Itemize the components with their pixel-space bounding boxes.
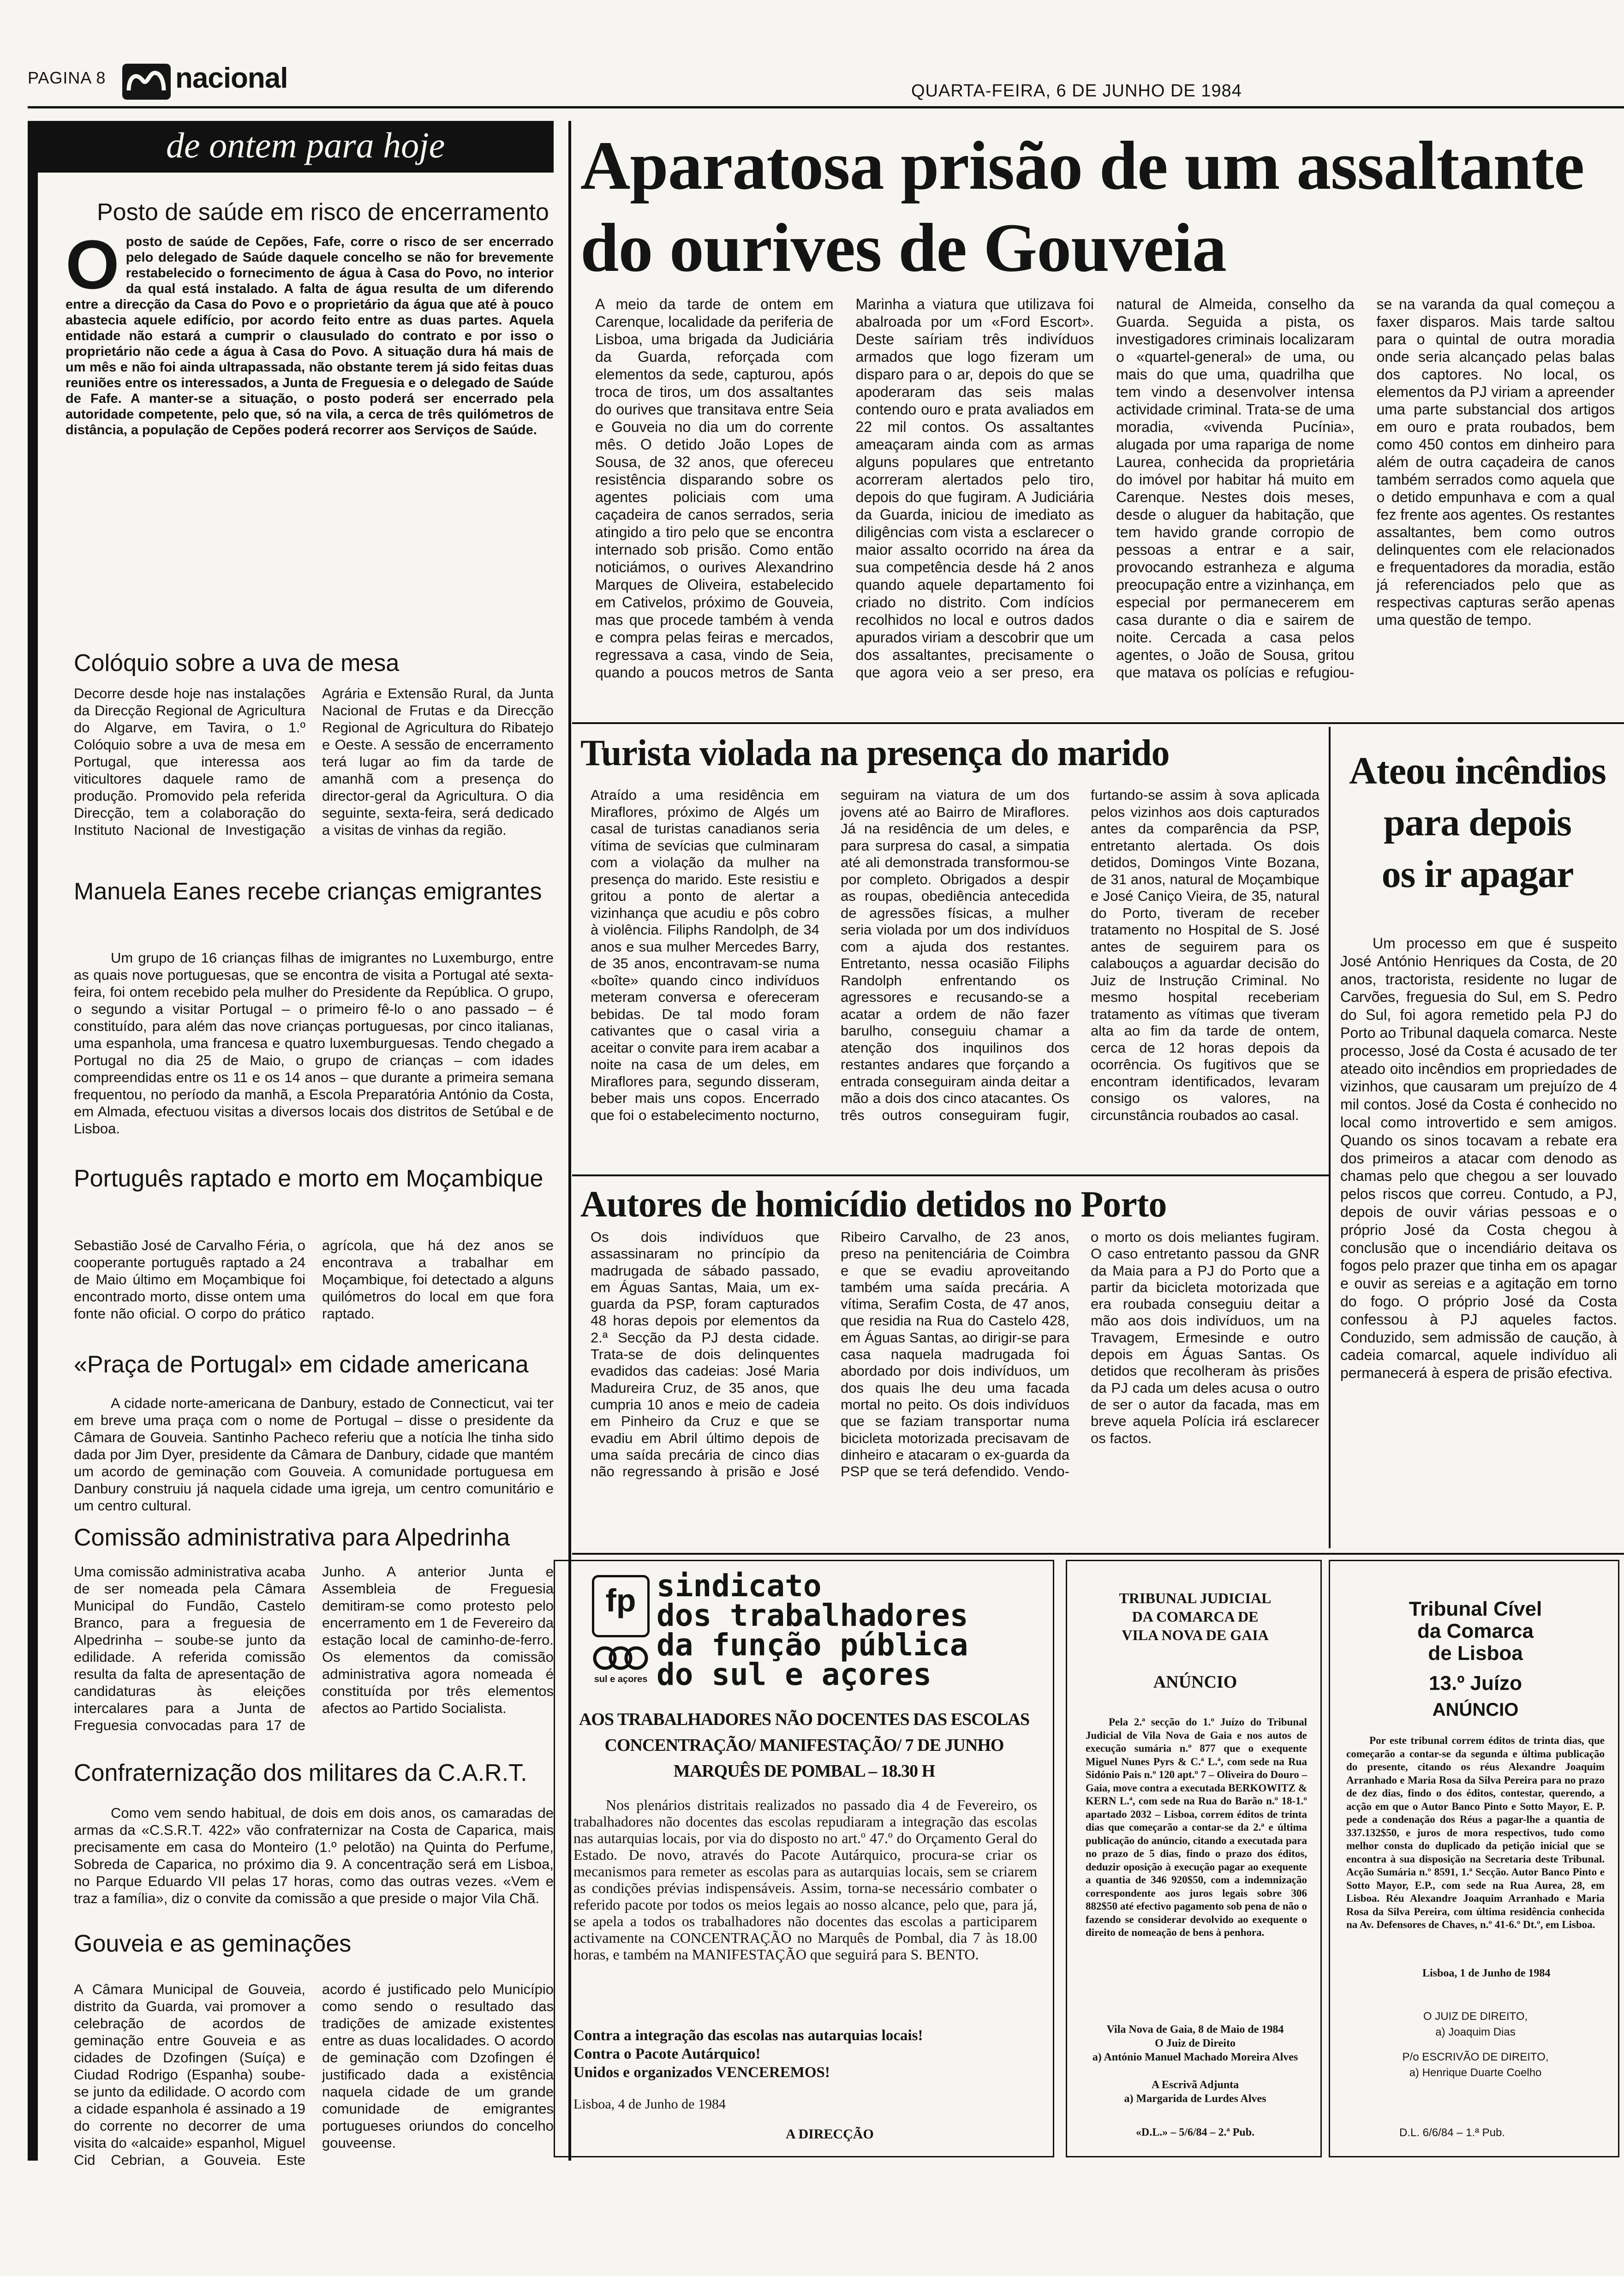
court-title-line: TRIBUNAL JUDICIAL bbox=[1119, 1590, 1272, 1606]
court-signatures bbox=[1335, 2009, 1616, 2081]
news-heading: «Praça de Portugal» em cidade americana bbox=[74, 1351, 529, 1378]
story-body: Um processo em que é suspeito José António Henriques da Costa, de 20 anos, tractorista, residente no lugar de Carvões, freguesia do Sul, em S. Pedro do Sul, foi agora remetido pela PJ do Porto ao Tribunal daquela comarca. Neste processo, José da Costa é acusado de ter ateado oito incêndios em propriedades de vizinhos, que causaram um prejuízo de 4 mil contos. José da Costa é conhecido no local como introvertido e sem amigos. Quando os sinos tocavam a rebate era dos primeiros a atacar com denodo as chamas pelo que chegou a ser louvado pelos riscos que correu. Contudo, a PJ, depois de ouvir várias pessoas e o próprio José da Costa chegou à conclusão que o incendiário deitava os fogos pelo prazer que tinha em os apagar e ouvir as sereias e a agitação em torno do fogo. O próprio José da Costa confessou à PJ aqueles factos. Conduzido, sem admissão de caução, à cadeia comarcal, aquele indivíduo ali permanecerá à espera de prisão efectiva. bbox=[1340, 935, 1617, 1382]
slogan: Contra a integração das escolas nas autarquias locais! bbox=[573, 2027, 923, 2044]
court-title-line: de Lisboa bbox=[1428, 1642, 1523, 1665]
union-name-line: sindicato bbox=[657, 1568, 822, 1604]
notice-label: ANÚNCIO bbox=[1153, 1672, 1237, 1692]
logo-caption: sul e açores bbox=[594, 1674, 648, 1684]
news-body: Decorre desde hoje nas instalações da Direcção Regional de Agricultura do Algarve, em Tavira, o 1.º Colóquio sobre a uva de mesa em Portugal, que interessa aos viticultores daquele ramo de produção. Promovido pela referida Direcção, tem a colaboração do Instituto Nacional de Investigação Agrária e Extensão Rural, da Junta Nacional de Frutas e da Direcção Regional de Agricultura do Ribatejo e Oeste. A sessão de encerramento terá lugar ao fim da tarde de amanhã com a presença do director-geral da Agricultura. O dia seguinte, sexta-feira, será dedicado a visitas de vinhas da região. bbox=[74, 685, 554, 838]
story-body: Os dois indivíduos que assassinaram no princípio da madrugada de sábado passado, em Águas Santas, Maia, um ex-guarda da PSP, foram capturados 48 horas depois por elementos da 2.ª Secção da PJ desta cidade. Trata-se de dois delinquentes evadidos das cadeias: José Maria Madureira Cruz, de 35 anos, que cumpria 10 anos e meio de cadeia em Pinheiro da Cruz e que se evadiu em Abril último depois de uma saída precária de cinco dias não regressando à prisão e José Ribeiro Carvalho, de 23 anos, preso na penitenciária de Coimbra e que se evadiu aproveitando também uma saída precária. A vítima, Serafim Costa, de 47 anos, que residia na Rua do Castelo 428, em Águas Santas, ao dirigir-se para casa naquela madrugada foi abordado por dois indivíduos, um dos quais lhe deu uma facada mortal no peito. Os dois indivíduos que se faziam transportar numa bicicleta motorizada precisavam de dinheiro e atacaram o ex-guarda da PSP que se terá defendido. Vendo-o morto os dois meliantes fugiram. O caso entretanto passou da GNR da Maia para a PJ do Porto que a partir da bicicleta motorizada que era roubada conseguiu deitar a mão aos dois indivíduos, um na Travagem, Ermesinde e outro depois em Águas Santas. Os detidos que recolheram às prisões da PJ cada um deles acusa o outro de ser o autor da facada, mas em breve aquela Polícia irá esclarecer os factos. bbox=[591, 1229, 1320, 1480]
news-heading: Posto de saúde em risco de encerramento bbox=[97, 199, 549, 226]
column-rule bbox=[1329, 727, 1331, 1548]
union-logo bbox=[592, 1575, 650, 1637]
court-division: 13.º Juízo bbox=[1429, 1672, 1522, 1695]
court-title bbox=[1072, 1589, 1319, 1644]
banner-line: MARQUÊS DE POMBAL – 18.30 H bbox=[673, 1761, 935, 1781]
court-title-line: da Comarca bbox=[1417, 1620, 1534, 1642]
news-brief bbox=[66, 226, 554, 438]
page-number: PAGINA 8 bbox=[28, 68, 106, 87]
headline-line: os ir apagar bbox=[1381, 853, 1574, 896]
masthead-rule bbox=[28, 106, 1624, 108]
notice-footer: «D.L.» – 5/6/84 – 2.ª Pub. bbox=[1135, 2126, 1255, 2138]
signer-name: a) Margarida de Lurdes Alves bbox=[1124, 2093, 1266, 2105]
notice-label: ANÚNCIO bbox=[1432, 1700, 1519, 1720]
story-headline: Turista violada na presença do marido bbox=[580, 733, 1170, 773]
signer-role: O JUIZ DE DIREITO, bbox=[1423, 2010, 1528, 2023]
section-logo-icon bbox=[122, 64, 171, 100]
court-title-line: DA COMARCA DE bbox=[1132, 1608, 1259, 1625]
news-heading: Português raptado e morto em Moçambique bbox=[74, 1165, 543, 1192]
dropcap: O bbox=[66, 226, 119, 303]
news-body: Como vem sendo habitual, de dois em dois anos, os camaradas de armas da «C.S.R.T. 422» vão confraternizar na Costa de Caparica, mais precisamente em casa do Monteiro (1.º pelotão) na Quinta do Perfume, Sobreda de Caparica, no próximo dia 9. A concentração será em Lisboa, no Parque Eduardo VII pelas 17 horas, como das outras vezes. «Vem e traz a família», diz o convite da comissão a que preside o major Vila Chã. bbox=[74, 1805, 554, 1906]
news-heading: Colóquio sobre a uva de mesa bbox=[74, 650, 400, 677]
news-heading: Manuela Eanes recebe crianças emigrantes bbox=[74, 878, 542, 905]
lead-body: A meio da tarde de ontem em Carenque, localidade da periferia de Lisboa, uma brigada da Judiciária da Guarda, reforçada com elementos da sede, capturou, após troca de tiros, um dos assaltantes do ourives que transitava entre Seia e Gouveia no dia um do corrente mês. O detido João Lopes de Sousa, de 32 anos, que ofereceu resistência disparando sobre os agentes policiais com uma caçadeira de canos serrados, seria atingido a tiro pelo que se encontra internado sob prisão. Como então noticiámos, o ourives Alexandrino Marques de Oliveira, estabelecido em Cativelos, próximo de Gouveia, mas que procede também à venda e compra pelas feiras e mercados, regressava a casa, vindo de Seia, quando a poucos metros de Santa Marinha a viatura que utilizava foi abalroada por um «Ford Escort». Deste saíriam três indivíduos armados que logo fizeram um disparo para o ar, depois do que se apoderaram das seis malas contendo ouro e prata avaliados em 22 mil contos. Os assaltantes ameaçaram ainda com as armas alguns populares que entretanto acorreram alertados pelo tiro, depois do que fugiram. A Judiciária da Guarda, iniciou de imediato as diligências com vista a esclarecer o maior assalto ocorrido na área da sua competência desde há 2 anos quando aquele departamento foi criado no distrito. Com indícios recolhidos no local e outros dados apurados viriam a descobrir que um dos assaltantes, precisamente o que agora veio a ser preso, era natural de Almeida, conselho da Guarda. Seguida a pista, os investigadores criminais localizaram o «quartel-general» de uma, ou mais do que uma, quadrilha que tem vindo a desenvolver intensa actividade criminal. Trata-se de uma moradia, «vivenda Pucínia», alugada por uma rapariga de nome Laurea, conhecida da proprietária do imóvel por habitar há muito em Carenque. Nestes dois meses, desde o aluguer da habitação, que tem havido grande corropio de pessoas a entrar e a sair, provocando estranheza e alguma preocupação entre a vizinhança, em especial por permanecerem em casa durante o dia e sairem de noite. Cercada a casa pelos agentes, o João de Sousa, gritou que matava os polícias e refugiou-se na varanda da qual começou a faxer disparos. Mais tarde saltou para o quintal de outra moradia onde seria alcançado pelas balas dos captores. No local, os elementos da PJ viriam a apreender uma parte substancial dos artigos em ouro e prata roubados, bem como 450 contos em dinheiro para além de outra caçadeira de canos também serrados como aquela que o detido empunhava e com a qual fez frente aos agentes. Os restantes assaltantes, bem como outros delinquentes com ele relacionados e frequentadores da moradia, estão já referenciados pelo que as respectivas capturas serão apenas uma questão de tempo. bbox=[595, 296, 1615, 681]
union-ad bbox=[554, 1560, 1054, 2157]
union-name-line: da função pública bbox=[657, 1627, 968, 1663]
sidebar-border-left bbox=[28, 121, 38, 2161]
union-name-line: dos trabalhadores bbox=[657, 1598, 968, 1633]
slogan: Unidos e organizados VENCEREMOS! bbox=[573, 2064, 830, 2081]
signer-name: a) Joaquim Dias bbox=[1435, 2026, 1516, 2038]
lisbon-court-notice bbox=[1329, 1560, 1619, 2157]
story-headline bbox=[1336, 745, 1619, 900]
news-heading: Comissão administrativa para Alpedrinha bbox=[74, 1524, 510, 1551]
union-name bbox=[657, 1568, 1044, 1692]
court-title bbox=[1335, 1598, 1616, 1665]
court-body: Pela 2.ª secção do 1.º Juízo do Tribunal Judicial de Vila Nova de Gaia e nos autos de execução sumária n.º 877 que o exequente Miguel Nunes Pyrs & C.ª L.ª, com sede na Rua Sidónio Pais n.º 120 apt.º 7 – Oliveira do Douro – Gaia, move contra a executada BERKOWITZ & KERN L.ª, com sede na Rua do Barão n.º 18-1.º apartado 2032 – Lisboa, correm éditos de trinta dias que começarão a contar-se da 2.ª e última publicação do anúncio, citando a executada para no prazo de 5 dias, findo o prazo dos éditos, deduzir oposição à execução pagar ao exequente a quantia de 346 920$50, com a indemnização correspondente aos juros legais sobre 306 882$50 até efectivo pagamento sob pena de não o fazendo se considerar devolvido ao exequente o direito de nomeação de bens à penhora. bbox=[1086, 1716, 1307, 1938]
union-name-line: do sul e açores bbox=[657, 1657, 932, 1692]
sidebar-title: de ontem para hoje bbox=[166, 125, 445, 165]
sidebar-title-band bbox=[28, 121, 554, 173]
banner-line: CONCENTRAÇÃO/ MANIFESTAÇÃO/ 7 DE JUNHO bbox=[604, 1736, 1004, 1755]
news-body: A Câmara Municipal de Gouveia, distrito da Guarda, vai promover a celebração de acordos de geminação entre Gouveia e as cidades de Dzofingen (Suíça) e Ciudad Rodrigo (Espanha) soube-se junto da edilidade. O acordo com a cidade espanhola é assinado a 19 do corrente no decorrer de uma visita do «alcaide» espanhol, Miguel Cid Cebrian, a Gouveia. Este acordo é justificado pelo Município como sendo o resultado das tradições de amizade existentes entre as duas localidades. O acordo de geminação com Dzofingen é justificado dada a existência naquela cidade de um grande comunidade de emigrantes portugueses oriundos do concelho gouveense. bbox=[74, 1981, 554, 2168]
section-name: nacional bbox=[175, 62, 288, 94]
news-body: posto de saúde de Cepões, Fafe, corre o risco de ser encerrado pelo delegado de Saúde daquele concelho se não for brevemente restabelecido o fornecimento de água à Casa do Povo, no interior da qual está instalado. A falta de água resulta de um diferendo entre a direcção da Casa do Povo e o proprietário da água que até à pouco abastecia aquele edifício, por acordo feito entre as duas partes. Aquela entidade não estará a cumprir o clausulado do contrato e por isso o proprietário não cede a água à Casa do Povo. A situação dura há mais de um mês e não foi ainda ultrapassada, não obstante terem já sido feitas duas reuniões entre os interessados, a Junta de Freguesia e o delegado de Saúde de Fafe. A manter-se a situação, o posto poderá ser encerrado pela autoridade competente, pelo que, só na vila, a cerca de três quilómetros de distância, a população de Cepões poderá recorrer aos Serviços de Saúde. bbox=[66, 234, 554, 437]
place-date: Lisboa, 1 de Junho de 1984 bbox=[1422, 1967, 1551, 1979]
section-rule bbox=[572, 1174, 1329, 1176]
lead-headline: Aparatosa prisão de um assaltante do ourives de Gouveia bbox=[580, 127, 1584, 286]
signer-role: O Juiz de Direito bbox=[1155, 2037, 1236, 2049]
story-body: Atraído a uma residência em Miraflores, próximo de Algés um casal de turistas canadianos seria vítima de sevícias que culminaram com a violação da mulher na presença do marido. Este resistiu e gritou a ponto de alertar a vizinhança que acudiu e pôs cobro à violência. Filiphs Randolph, de 34 anos e sua mulher Mercedes Barry, de 35 anos, encontravam-se numa «boîte» quando cinco indivíduos meteram conversa e ofereceram bebidas. De tal modo foram cativantes que o casal viria a aceitar o convite para irem acabar a noite na casa de um deles, em Miraflores para, segundo disseram, beber mais uns copos. Encerrado que foi o estabelecimento nocturno, seguiram na viatura de um dos jovens até ao Bairro de Miraflores. Já na residência de um deles, e para surpresa do casal, a simpatia até ali demonstrada transformou-se por completo. Obrigados a despir as roupas, obediência antecedida de agressões físicas, a mulher seria violada por um dos indivíduos com a ajuda dos restantes. Entretanto, nessa ocasião Filiphs Randolph enfrentando os agressores e recusando-se a acatar a ordem de não fazer barulho, conseguiu chamar a atenção dos inquilinos dos restantes andares que forçando a entrada conseguiram ainda deitar a mão a dois dos cinco atacantes. Os três outros conseguiram fugir, furtando-se assim à sova aplicada pelos vizinhos aos dois capturados antes da comparência da PSP, entretanto alertada. Os dois detidos, Domingos Vinte Bozana, de 31 anos, natural de Moçambique e José Caniço Vieira, de 35, natural do Porto, tiveram de receber tratamento no Hospital de S. José antes de seguirem para os calabouços a aguardar decisão do Juiz de Instrução Criminal. No mesmo hospital receberiam tratamento as vítimas que tiveram alta ao fim da tarde de ontem, cerca de 12 horas depois da ocorrência. Os fugitivos que se encontram identificados, levaram consigo os valores, na circunstância roubados ao casal. bbox=[591, 787, 1320, 1123]
union-banner bbox=[564, 1707, 1044, 1784]
news-body: Sebastião José de Carvalho Féria, o cooperante português raptado a 24 de Maio último em Moçambique foi encontrado morto, disse ontem uma fonte não oficial. O corpo do prático agrícola, que há dez anos se encontrava a trabalhar em Moçambique, foi detectado a alguns quilómetros do local em que fora raptado. bbox=[74, 1237, 554, 1322]
union-body: Nos plenários distritais realizados no passado dia 4 de Fevereiro, os trabalhadores não docentes das escolas repudiaram a integração das escolas nas autarquias locais, por via do disposto no art.º 47.º do Orçamento Geral do Estado. De novo, através do Pacote Autárquico, procura-se criar os mecanismos para remeter as escolas para as autarquias locais, sem se criarem as condições prévias indispensáveis. Assim, torna-se necessário combater o referido pacote por todos os meios legais ao nosso alcance, pelo que, para já, se apela a todos os trabalhadores não docentes das escolas a participarem activamente na CONCENTRAÇÃO no Marquês de Pombal, dia 7 às 18.00 horas, e também na MANIFESTAÇÃO que seguirá para S. BENTO. bbox=[573, 1797, 1037, 1963]
news-heading: Gouveia e as geminações bbox=[74, 1930, 352, 1957]
court-signatures bbox=[1076, 2023, 1314, 2106]
news-body: Uma comissão administrativa acaba de ser nomeada pela Câmara Municipal do Fundão, Castelo Branco, para a freguesia de Alpedrinha – soube-se junto da edilidade. A referida comissão resulta da falta de apresentação de candidaturas às eleições intercalares para a Junta de Freguesia convocadas para 17 de Junho. A anterior Junta e Assembleia de Freguesia demitiram-se como protesto pelo encerramento em 1 de Fevereiro da estação local de caminho-de-ferro. Os elementos da comissão administrativa agora nomeada é constituída por três elementos afectos ao Partido Socialista. bbox=[74, 1563, 554, 1733]
gaia-court-notice bbox=[1066, 1560, 1322, 2157]
banner-line: AOS TRABALHADORES NÃO DOCENTES DAS ESCOLAS bbox=[579, 1710, 1030, 1729]
headline-line: para depois bbox=[1384, 801, 1571, 844]
place-date: Vila Nova de Gaia, 8 de Maio de 1984 bbox=[1106, 2024, 1284, 2036]
sidebar bbox=[28, 121, 554, 2168]
signer-role: A Escrivã Adjunta bbox=[1151, 2079, 1239, 2091]
news-body: Um grupo de 16 crianças filhas de imigrantes no Luxemburgo, entre as quais nove portuguesas, que se encontra de visita a Portugal até sexta-feira, foi ontem recebido pela mulher do Presidente da República. O grupo, o segundo a visitar Portugal – o primeiro fê-lo o ano passado – é constituído, para além das nove crianças portuguesas, por cinco italianas, uma espanhola, uma francesa e quatro luxemburguesas. Tendo chegado a Portugal no dia 25 de Maio, o grupo de crianças – com idades compreendidas entre os 11 e os 14 anos – que durante a primeira semana frequentou, no período da manhã, a Escola Preparatória António da Costa, em Almada, efectuou visitas a diversos locais dos distritos de Setúbal e de Lisboa. bbox=[74, 950, 554, 1137]
court-title-line: VILA NOVA DE GAIA bbox=[1122, 1627, 1269, 1643]
court-body: Por este tribunal correm éditos de trinta dias, que começarão a contar-se da segunda e última publicação do presente, citando os réus Alexandre Joaquim Arranhado e Maria Rosa da Silva Pereira para no prazo de dez dias, findo o dos éditos, contestar, querendo, a acção em que o Autor Banco Pinto e Sotto Mayor, E. P. pede a condenação dos Réus a pagar-lhe a quantia de 337.132$50, e juros de mora respectivos, tudo como melhor consta do duplicado da petição inicial que se encontra à sua disposição na Secretaria deste Tribunal. Acção Sumária n.º 8591, 1.ª Secção. Autor Banco Pinto e Sotto Mayor, E.P., com sede na Rua Aurea, 28, em Lisboa. Réu Alexandre Joaquim Arranhado e Maria Rosa da Silva Pereira, com última residência conhecida na Av. Defensores de Chaves, n.º 41-6.º Dt.º, em Lisboa. bbox=[1346, 1735, 1605, 1930]
union-signature: A DIRECÇÃO bbox=[786, 2126, 874, 2142]
section-rule bbox=[572, 722, 1624, 724]
headline-line: Ateou incêndios bbox=[1349, 749, 1606, 792]
signer-name: a) Henrique Duarte Coelho bbox=[1409, 2066, 1542, 2079]
union-slogans bbox=[573, 2026, 1037, 2082]
logo-letters: fp bbox=[605, 1582, 636, 1618]
slogan: Contra o Pacote Autárquico! bbox=[573, 2046, 761, 2062]
court-title-line: Tribunal Cível bbox=[1409, 1598, 1542, 1620]
signer-role: P/o ESCRIVÃO DE DIREITO, bbox=[1402, 2051, 1549, 2063]
signer-name: a) António Manuel Machado Moreira Alves bbox=[1092, 2051, 1298, 2063]
chain-icon bbox=[592, 1644, 650, 1672]
section-rule bbox=[572, 1553, 1624, 1555]
issue-date: QUARTA-FEIRA, 6 DE JUNHO DE 1984 bbox=[911, 81, 1242, 101]
news-body: A cidade norte-americana de Danbury, estado de Connecticut, vai ter em breve uma praça com o nome de Portugal – disse o presidente da Câmara de Gouveia. Santinho Pacheco referiu que a notícia lhe tinha sido dada por Jim Dyer, presidente da Câmara de Danbury, cidade que mantém um acordo de geminação com Gouveia. A comunidade portuguesa em Danbury construiu já naquela cidade uma igreja, um centro comunitário e um centro cultural. bbox=[74, 1395, 554, 1514]
union-place-date: Lisboa, 4 de Junho de 1984 bbox=[573, 2096, 726, 2112]
news-heading: Confraternização dos militares da C.A.R.T. bbox=[74, 1760, 527, 1786]
notice-footer: D.L. 6/6/84 – 1.ª Pub. bbox=[1399, 2126, 1505, 2139]
story-headline: Autores de homicídio detidos no Porto bbox=[580, 1184, 1167, 1225]
